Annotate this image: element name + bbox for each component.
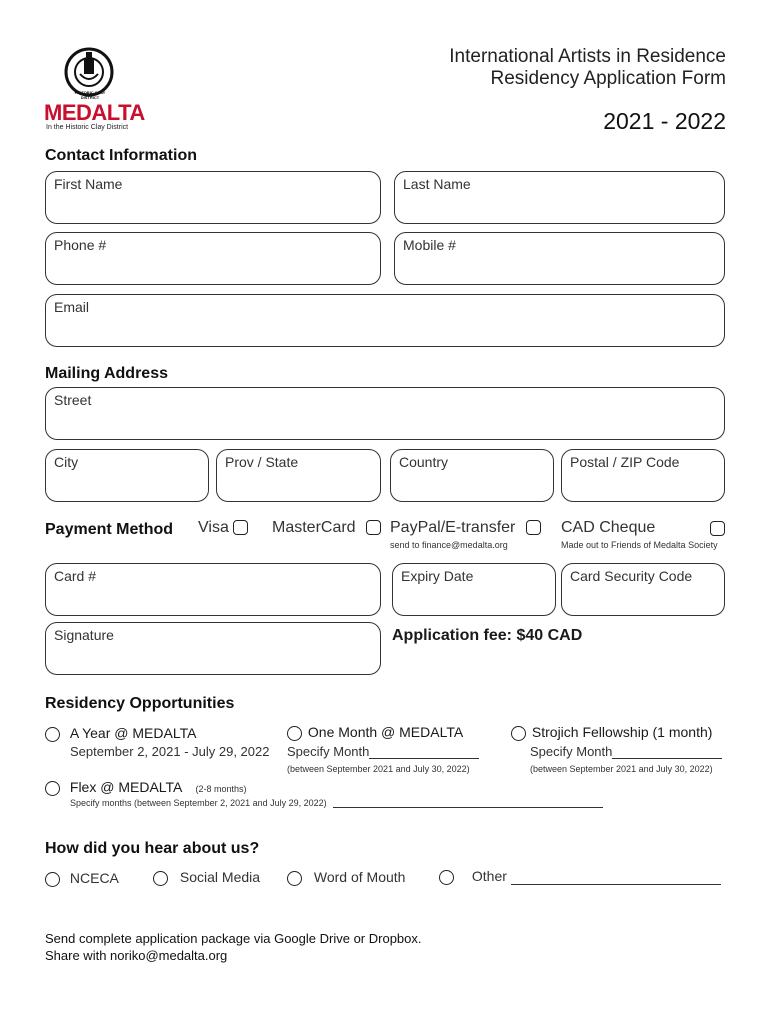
strojich-radio[interactable] xyxy=(511,726,526,741)
month-specify[interactable] xyxy=(287,744,479,759)
strojich-note: (between September 2021 and July 30, 2022) xyxy=(530,764,713,774)
email-field[interactable]: Email xyxy=(45,294,725,347)
expiry-field[interactable]: Expiry Date xyxy=(392,563,556,616)
paypal-option[interactable] xyxy=(390,519,541,537)
first-name-field[interactable]: First Name xyxy=(45,171,381,224)
year-option[interactable] xyxy=(45,725,196,742)
month-note: (between September 2021 and July 30, 2022) xyxy=(287,764,470,774)
flex-specify-label: Specify months (between September 2, 2021 and July 29, 2022) xyxy=(70,798,327,808)
logo xyxy=(44,44,145,134)
month-specify-label: Specify Month xyxy=(287,744,370,759)
paypal-note: send to finance@medalta.org xyxy=(390,540,508,550)
footer-instructions xyxy=(45,930,422,964)
signature-field[interactable]: Signature xyxy=(45,622,381,675)
footer-line-1: Send complete application package via Google Drive or Dropbox. xyxy=(45,931,422,946)
mastercard-option[interactable] xyxy=(272,519,381,537)
paypal-checkbox[interactable] xyxy=(526,520,541,535)
hear-option-social[interactable] xyxy=(153,869,260,886)
visa-option[interactable] xyxy=(198,519,248,537)
mailing-heading: Mailing Address xyxy=(45,365,168,382)
form-title xyxy=(449,46,726,90)
street-field[interactable]: Street xyxy=(45,387,725,440)
other-line[interactable] xyxy=(511,884,721,885)
strojich-specify[interactable] xyxy=(530,744,722,759)
month-label: One Month @ MEDALTA xyxy=(307,724,464,740)
card-number-field[interactable]: Card # xyxy=(45,563,381,616)
flex-range: (2-8 months) xyxy=(195,784,247,794)
year-label: A Year @ MEDALTA xyxy=(69,725,197,741)
cheque-note: Made out to Friends of Medalta Society xyxy=(561,540,718,550)
other-label: Other xyxy=(471,868,507,884)
footer-line-2: Share with noriko@medalta.org xyxy=(45,948,228,963)
postal-field[interactable]: Postal / ZIP Code xyxy=(561,449,725,502)
logo-tagline: In the Historic Clay District xyxy=(46,124,129,131)
month-option[interactable] xyxy=(287,724,463,741)
hear-option-other[interactable] xyxy=(439,868,721,885)
hear-heading: How did you hear about us? xyxy=(45,840,260,857)
flex-option[interactable] xyxy=(45,779,247,796)
contact-heading: Contact Information xyxy=(45,147,197,164)
hear-option-nceca[interactable] xyxy=(45,870,119,887)
year-dates: September 2, 2021 - July 29, 2022 xyxy=(70,744,270,759)
strojich-specify-label: Specify Month xyxy=(530,744,613,759)
mastercard-checkbox[interactable] xyxy=(366,520,381,535)
cheque-checkbox[interactable] xyxy=(710,521,725,536)
nceca-label: NCECA xyxy=(69,870,119,886)
visa-label: Visa xyxy=(198,519,229,536)
cheque-label: CAD Cheque xyxy=(561,519,656,536)
prov-field[interactable]: Prov / State xyxy=(216,449,381,502)
word-of-mouth-radio[interactable] xyxy=(287,871,302,886)
residency-heading: Residency Opportunities xyxy=(45,695,235,712)
strojich-label: Strojich Fellowship (1 month) xyxy=(531,724,713,740)
security-code-field[interactable]: Card Security Code xyxy=(561,563,725,616)
word-of-mouth-label: Word of Mouth xyxy=(313,869,406,885)
form-year: 2021 - 2022 xyxy=(603,108,726,134)
country-field[interactable]: Country xyxy=(390,449,554,502)
cheque-option[interactable] xyxy=(561,519,725,537)
strojich-specify-line[interactable] xyxy=(612,758,722,759)
flex-specify-line[interactable] xyxy=(333,807,603,808)
mobile-field[interactable]: Mobile # xyxy=(394,232,725,285)
mastercard-label: MasterCard xyxy=(272,519,356,536)
hear-option-word[interactable] xyxy=(287,869,405,886)
flex-radio[interactable] xyxy=(45,781,60,796)
flex-specify[interactable] xyxy=(70,798,603,808)
title-line-2: Residency Application Form xyxy=(490,68,726,89)
visa-checkbox[interactable] xyxy=(233,520,248,535)
phone-field[interactable]: Phone # xyxy=(45,232,381,285)
year-radio[interactable] xyxy=(45,727,60,742)
logo-brand: MEDALTA xyxy=(44,100,145,125)
social-media-label: Social Media xyxy=(179,869,261,885)
paypal-label: PayPal/E-transfer xyxy=(390,519,516,536)
application-fee: Application fee: $40 CAD xyxy=(392,627,583,644)
social-media-radio[interactable] xyxy=(153,871,168,886)
title-line-1: International Artists in Residence xyxy=(449,46,726,67)
month-specify-line[interactable] xyxy=(369,758,479,759)
other-radio[interactable] xyxy=(439,870,454,885)
payment-heading: Payment Method xyxy=(45,521,174,538)
nceca-radio[interactable] xyxy=(45,872,60,887)
city-field[interactable]: City xyxy=(45,449,209,502)
logo-arc-text: HISTORIC CLAY DISTRICT xyxy=(74,90,106,100)
flex-label: Flex @ MEDALTA xyxy=(69,779,182,795)
last-name-field[interactable]: Last Name xyxy=(394,171,725,224)
strojich-option[interactable] xyxy=(511,724,712,741)
month-radio[interactable] xyxy=(287,726,302,741)
